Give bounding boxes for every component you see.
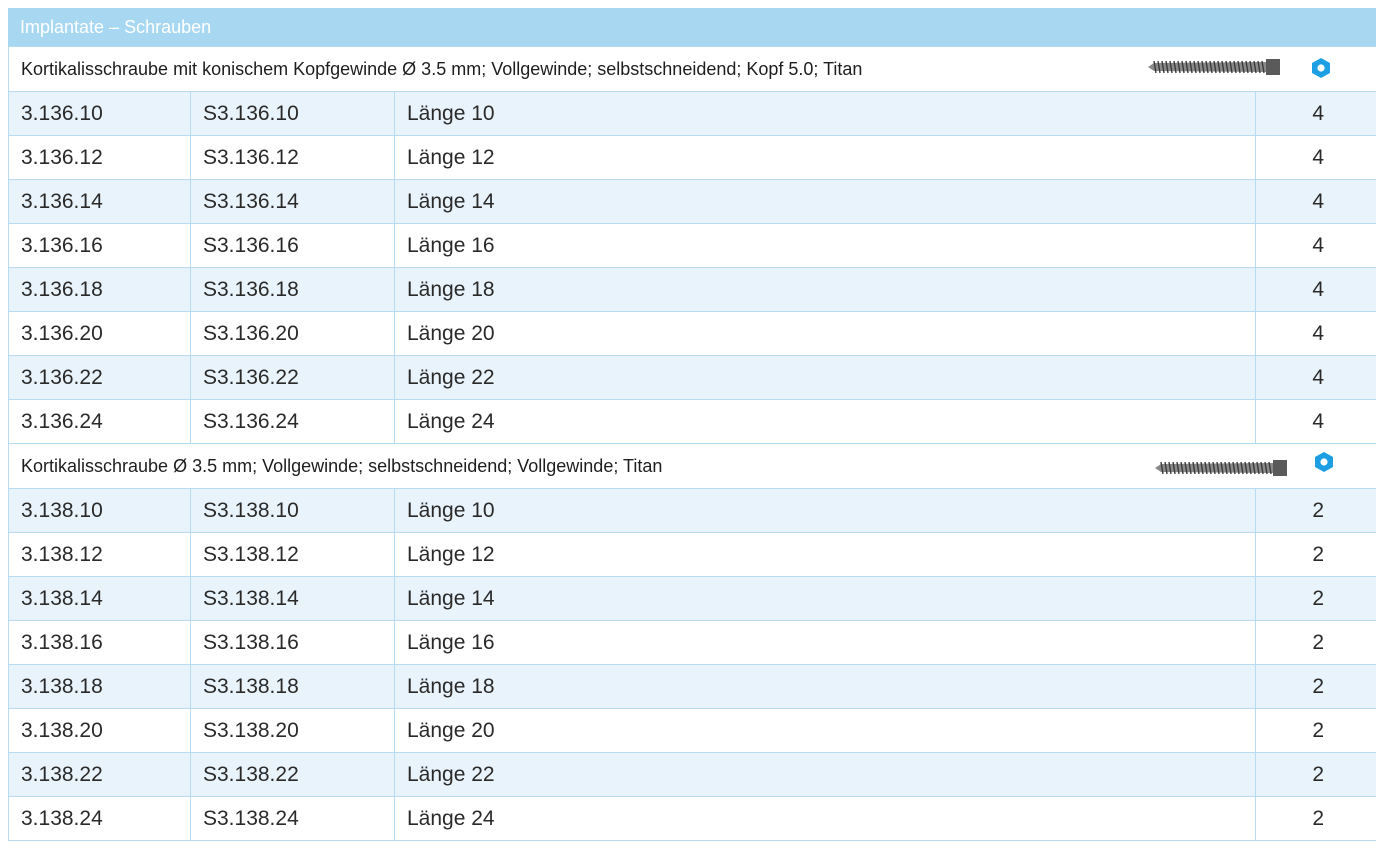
article-number-cell: 3.136.18: [9, 268, 191, 312]
table-row: [9, 489, 1376, 533]
sterile-article-number-cell: S3.138.22: [191, 753, 395, 797]
section-title: Kortikalisschraube Ø 3.5 mm; Vollgewinde; selbstschneidend; Vollgewinde; Titan: [21, 455, 663, 476]
quantity-cell: 2: [1256, 797, 1376, 841]
quantity-cell: 4: [1256, 180, 1376, 224]
table-body: [9, 47, 1376, 841]
article-number-cell: 3.136.24: [9, 400, 191, 444]
article-number-cell: 3.138.24: [9, 797, 191, 841]
sterile-article-number-cell: S3.138.20: [191, 709, 395, 753]
sterile-article-number-cell: S3.136.12: [191, 136, 395, 180]
table-row: [9, 180, 1376, 224]
sterile-article-number-cell: S3.138.16: [191, 621, 395, 665]
article-number-cell: 3.138.22: [9, 753, 191, 797]
description-cell: Länge 24: [395, 797, 1256, 841]
quantity-cell: 2: [1256, 621, 1376, 665]
sterile-article-number-cell: S3.138.10: [191, 489, 395, 533]
description-cell: Länge 16: [395, 621, 1256, 665]
article-number-cell: 3.138.12: [9, 533, 191, 577]
implant-list: [8, 8, 1376, 841]
description-cell: Länge 12: [395, 533, 1256, 577]
sterile-article-number-cell: S3.136.14: [191, 180, 395, 224]
sterile-article-number-cell: S3.136.24: [191, 400, 395, 444]
sterile-article-number-cell: S3.136.22: [191, 356, 395, 400]
section-header-cell: [9, 444, 1376, 489]
table-row: [9, 92, 1376, 136]
description-cell: Länge 20: [395, 709, 1256, 753]
quantity-cell: 4: [1256, 268, 1376, 312]
description-cell: Länge 14: [395, 577, 1256, 621]
article-number-cell: 3.136.10: [9, 92, 191, 136]
table-row: [9, 356, 1376, 400]
description-cell: Länge 22: [395, 753, 1256, 797]
hex-drive-icon: [1311, 57, 1331, 84]
section-header: [9, 47, 1376, 92]
sterile-article-number-cell: S3.138.18: [191, 665, 395, 709]
article-number-cell: 3.136.14: [9, 180, 191, 224]
quantity-cell: 4: [1256, 224, 1376, 268]
sterile-article-number-cell: S3.138.12: [191, 533, 395, 577]
section-header: [9, 444, 1376, 489]
description-cell: Länge 10: [395, 92, 1256, 136]
description-cell: Länge 24: [395, 400, 1256, 444]
article-number-cell: 3.136.20: [9, 312, 191, 356]
sterile-article-number-cell: S3.136.16: [191, 224, 395, 268]
sterile-article-number-cell: S3.136.10: [191, 92, 395, 136]
sterile-article-number-cell: S3.138.14: [191, 577, 395, 621]
article-number-cell: 3.136.16: [9, 224, 191, 268]
description-cell: Länge 18: [395, 268, 1256, 312]
table-row: [9, 665, 1376, 709]
table-row: [9, 577, 1376, 621]
section-header-content: [21, 47, 1364, 91]
quantity-cell: 4: [1256, 136, 1376, 180]
article-number-cell: 3.138.18: [9, 665, 191, 709]
sterile-article-number-cell: S3.136.20: [191, 312, 395, 356]
table-row: [9, 224, 1376, 268]
sterile-article-number-cell: S3.136.18: [191, 268, 395, 312]
article-number-cell: 3.136.12: [9, 136, 191, 180]
sterile-article-number-cell: S3.138.24: [191, 797, 395, 841]
quantity-cell: 4: [1256, 356, 1376, 400]
quantity-cell: 2: [1256, 753, 1376, 797]
implant-table: [8, 46, 1376, 841]
section-title: Kortikalisschraube mit konischem Kopfgewinde Ø 3.5 mm; Vollgewinde; selbstschneidend; Kopf 5.0; Titan: [21, 58, 863, 79]
description-cell: Länge 16: [395, 224, 1256, 268]
article-number-cell: 3.138.10: [9, 489, 191, 533]
description-cell: Länge 20: [395, 312, 1256, 356]
quantity-cell: 2: [1256, 709, 1376, 753]
section-header-cell: [9, 47, 1376, 92]
quantity-cell: 2: [1256, 577, 1376, 621]
quantity-cell: 4: [1256, 92, 1376, 136]
table-row: [9, 797, 1376, 841]
screw-image-icon: [1155, 460, 1287, 481]
page-title: Implantate – Schrauben: [8, 8, 1376, 46]
quantity-cell: 2: [1256, 533, 1376, 577]
table-row: [9, 753, 1376, 797]
description-cell: Länge 12: [395, 136, 1256, 180]
description-cell: Länge 14: [395, 180, 1256, 224]
screw-image-icon: [1148, 59, 1280, 80]
article-number-cell: 3.138.14: [9, 577, 191, 621]
table-row: [9, 533, 1376, 577]
table-row: [9, 312, 1376, 356]
table-row: [9, 400, 1376, 444]
table-row: [9, 621, 1376, 665]
hex-drive-icon: [1314, 451, 1334, 478]
table-row: [9, 268, 1376, 312]
section-header-content: [21, 444, 1364, 488]
quantity-cell: 2: [1256, 665, 1376, 709]
table-row: [9, 709, 1376, 753]
article-number-cell: 3.138.20: [9, 709, 191, 753]
description-cell: Länge 18: [395, 665, 1256, 709]
quantity-cell: 4: [1256, 400, 1376, 444]
table-row: [9, 136, 1376, 180]
description-cell: Länge 10: [395, 489, 1256, 533]
quantity-cell: 2: [1256, 489, 1376, 533]
description-cell: Länge 22: [395, 356, 1256, 400]
article-number-cell: 3.136.22: [9, 356, 191, 400]
quantity-cell: 4: [1256, 312, 1376, 356]
article-number-cell: 3.138.16: [9, 621, 191, 665]
